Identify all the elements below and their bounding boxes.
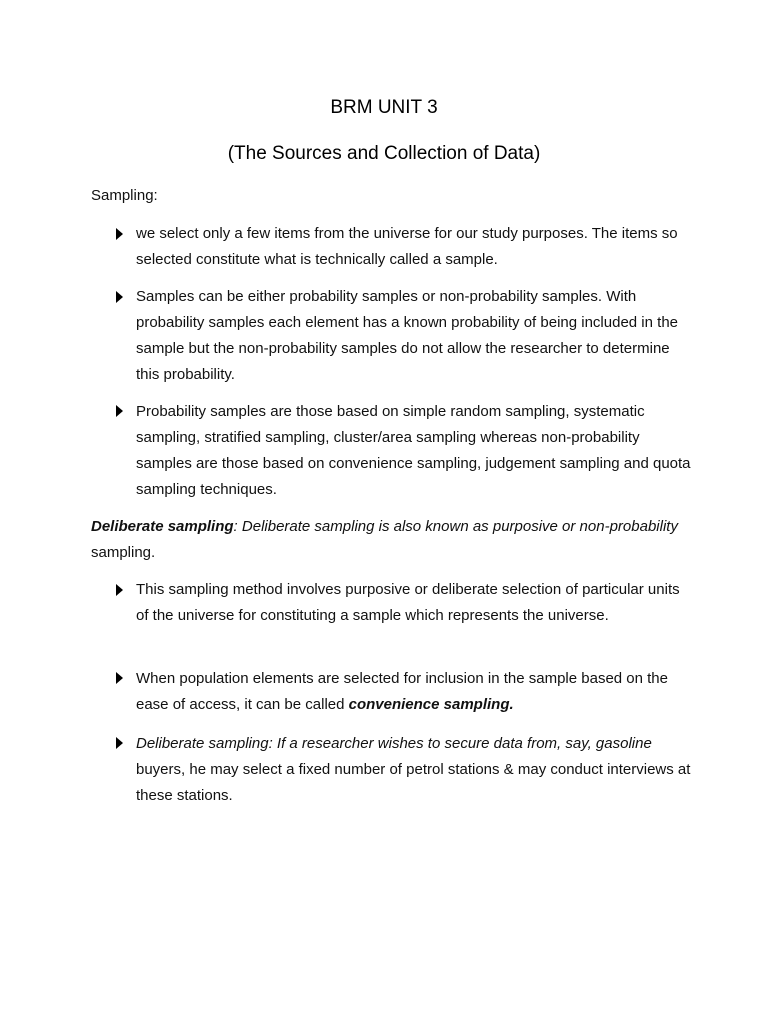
section-heading: Sampling: [91, 187, 158, 204]
list-item-text: When population elements are selected for inclusion in the sample based on the ease of access, it can be called [136, 670, 668, 713]
deliberate-sampling-paragraph [91, 514, 681, 566]
list-item: This sampling method involves purposive or deliberate selection of particular units of the universe for constituting a sample which represents the universe. [136, 581, 680, 624]
list-item-text: buyers, he may select a fixed number of petrol stations & may conduct interviews at these stations. [136, 761, 691, 804]
deliberate-tail: sampling. [91, 544, 156, 561]
document-title: BRM UNIT 3 [330, 97, 438, 118]
deliberate-term: Deliberate sampling [91, 518, 234, 535]
list-item-italic: Deliberate sampling: If a researcher wishes to secure data from, say, gasoline [136, 735, 652, 752]
list-item [136, 666, 696, 718]
bullet-arrow-icon [116, 228, 123, 240]
deliberate-colon: : [233, 518, 242, 535]
document-subtitle: (The Sources and Collection of Data) [227, 143, 541, 164]
list-item: we select only a few items from the universe for our study purposes. The items so selected constitute what is technically called a sample. [136, 225, 678, 268]
deliberate-definition: Deliberate sampling is also known as purposive or non-probability [241, 518, 678, 535]
bullet-arrow-icon [116, 737, 123, 749]
convenience-sampling-term: convenience sampling. [348, 696, 514, 713]
bullet-arrow-icon [116, 291, 123, 303]
list-item: Samples can be either probability samples or non-probability samples. With probability samples each element has a known probability of being included in the sample but the non-probability samples do not allow the researcher to determine this probability. [136, 288, 678, 383]
bullet-arrow-icon [116, 405, 123, 417]
bullet-arrow-icon [116, 584, 123, 596]
list-item: Probability samples are those based on simple random sampling, systematic sampling, stratified sampling, cluster/area sampling whereas non-probability samples are those based on convenience sampling, judgement sampling and quota sampling techniques. [136, 403, 691, 498]
bullet-arrow-icon [116, 672, 123, 684]
list-item [136, 731, 696, 809]
